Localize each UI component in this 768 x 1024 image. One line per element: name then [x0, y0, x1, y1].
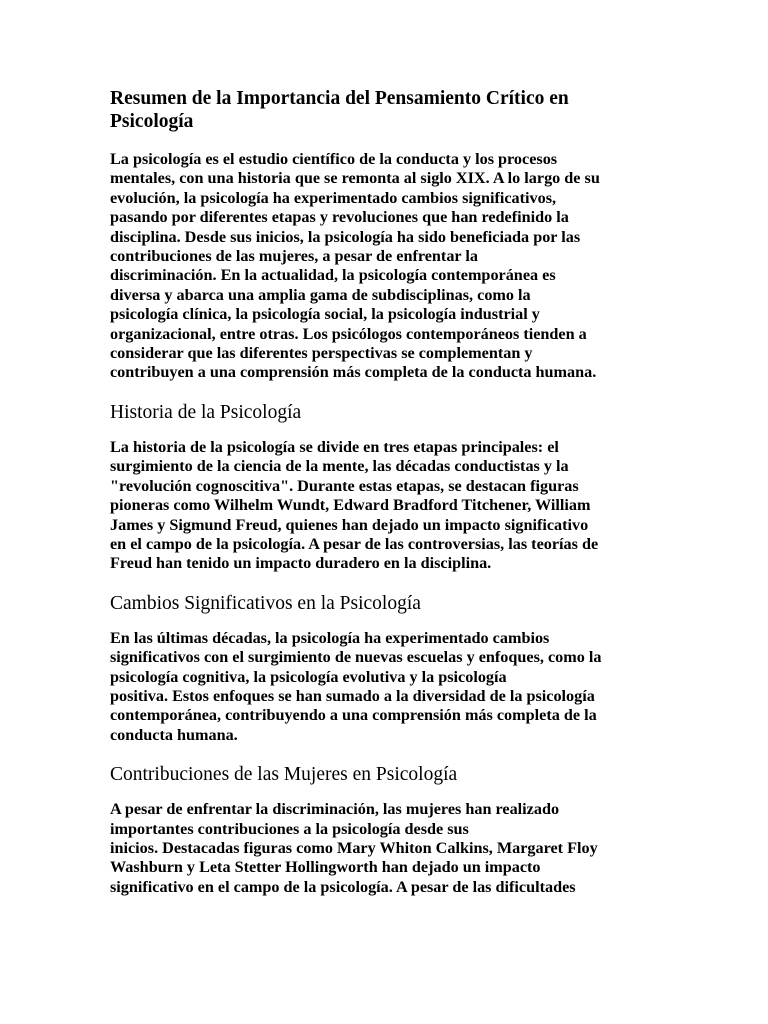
- text-line: diversa y abarca una amplia gama de subdisciplinas, como la: [110, 285, 531, 304]
- text-line: La psicología es el estudio científico de la conducta y los procesos: [110, 150, 558, 168]
- text-line: contribuciones de las mujeres, a pesar de enfrentar la: [110, 247, 478, 266]
- text-line: surgimiento de la ciencia de la mente, las décadas conductistas y la: [110, 457, 569, 476]
- document-title: [110, 87, 670, 133]
- text-line: considerar que las diferentes perspectivas se complementan y: [110, 344, 533, 363]
- text-line: evolución, la psicología ha experimentado cambios significativos,: [110, 188, 557, 207]
- section-paragraph-historia: [110, 438, 670, 574]
- section-heading-historia: Historia de la Psicología: [110, 401, 302, 423]
- title-line: Psicología: [110, 111, 194, 132]
- text-line: organizacional, entre otras. Los psicólogos contemporáneos tienden a: [110, 324, 587, 343]
- text-line: significativo en el campo de la psicología. A pesar de las dificultades: [110, 877, 576, 896]
- text-line: Washburn y Leta Stetter Hollingworth han dejado un impacto: [110, 858, 541, 877]
- text-line: pasando por diferentes etapas y revoluciones que han redefinido la: [110, 208, 569, 227]
- text-line: discriminación. En la actualidad, la psicología contemporánea es: [110, 266, 556, 285]
- text-line: Freud han tenido un impacto duradero en la disciplina.: [110, 554, 492, 573]
- text-line: en el campo de la psicología. A pesar de las controversias, las teorías de: [110, 534, 599, 553]
- intro-paragraph: [110, 150, 670, 383]
- text-line: James y Sigmund Freud, quienes han dejado un impacto significativo: [110, 515, 589, 534]
- section-paragraph-cambios: [110, 629, 670, 745]
- text-line: contribuyen a una comprensión más completa de la conducta humana.: [110, 363, 597, 382]
- text-line: positiva. Estos enfoques se han sumado a la diversidad de la psicología: [110, 686, 595, 705]
- text-line: importantes contribuciones a la psicología desde sus: [110, 819, 469, 838]
- text-line: psicología clínica, la psicología social, la psicología industrial y: [110, 305, 540, 324]
- title-line: Resumen de la Importancia del Pensamiento Crítico en: [110, 88, 569, 109]
- text-line: A pesar de enfrentar la discriminación, las mujeres han realizado: [110, 800, 560, 819]
- text-line: mentales, con una historia que se remonta al siglo XIX. A lo largo de su: [110, 169, 600, 188]
- text-line: significativos con el surgimiento de nuevas escuelas y enfoques, como la: [110, 648, 602, 667]
- text-line: conducta humana.: [110, 725, 238, 744]
- text-line: "revolución cognoscitiva". Durante estas etapas, se destacan figuras: [110, 476, 579, 495]
- section-heading-mujeres: Contribuciones de las Mujeres en Psicología: [110, 764, 458, 786]
- text-line: contemporánea, contribuyendo a una comprensión más completa de la: [110, 706, 597, 725]
- text-line: psicología cognitiva, la psicología evolutiva y la psicología: [110, 667, 507, 686]
- text-line: En las últimas décadas, la psicología ha experimentado cambios: [110, 628, 550, 647]
- document-body: [110, 87, 670, 915]
- text-line: disciplina. Desde sus inicios, la psicología ha sido beneficiada por las: [110, 227, 581, 246]
- text-line: La historia de la psicología se divide en tres etapas principales: el: [110, 437, 559, 456]
- text-line: inicios. Destacadas figuras como Mary Whiton Calkins, Margaret Floy: [110, 838, 598, 857]
- text-line: pioneras como Wilhelm Wundt, Edward Bradford Titchener, William: [110, 496, 591, 515]
- section-heading-cambios: Cambios Significativos en la Psicología: [110, 592, 421, 614]
- section-paragraph-mujeres: [110, 800, 670, 897]
